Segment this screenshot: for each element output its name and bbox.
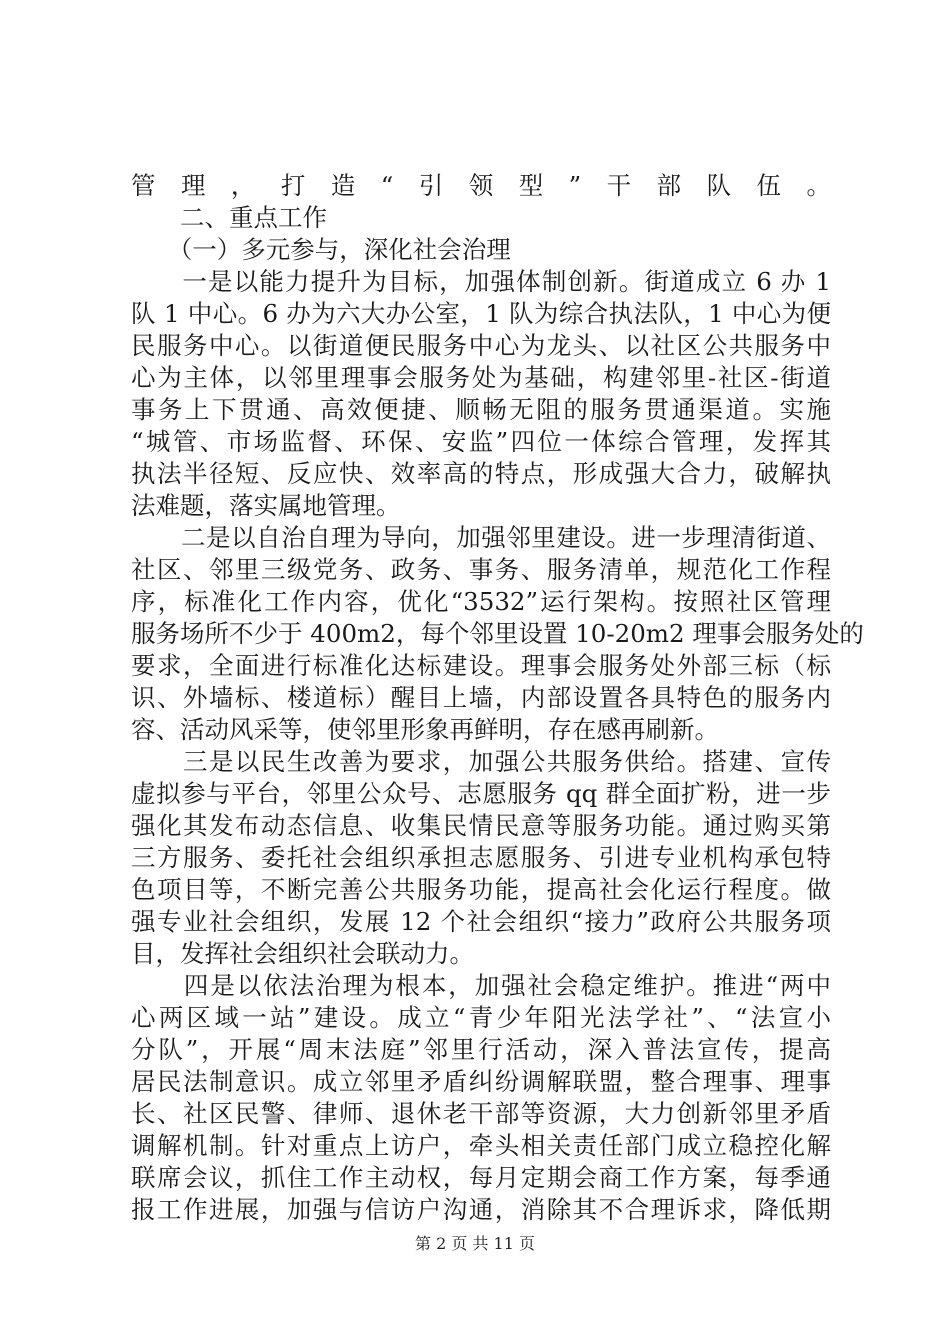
text-line: 报工作进展，加强与信访户沟通，消除其不合理诉求，降低期 <box>131 1195 831 1224</box>
text-line: 识、外墙标、楼道标）醒目上墙，内部设置各具特色的服务内 <box>131 683 831 712</box>
text-line: 社区、邻里三级党务、政务、事务、服务清单，规范化工作程 <box>131 555 831 584</box>
text-line: 三方服务、委托社会组织承担志愿服务、引进专业机构承包特 <box>131 843 831 872</box>
text-line: 虚拟参与平台，邻里公众号、志愿服务 qq 群全面扩粉，进一步 <box>131 779 831 808</box>
subsection-heading: （一）多元参与，深化社会治理 <box>131 235 511 264</box>
text-line: 联席会议，抓住工作主动权，每月定期会商工作方案，每季通 <box>131 1163 831 1192</box>
text-line: 四是以依法治理为根本，加强社会稳定维护。推进“两中 <box>131 971 831 1000</box>
section-heading: 二、重点工作 <box>131 203 327 232</box>
text-line: 序，标准化工作内容，优化“3532”运行架构。按照社区管理 <box>131 587 831 616</box>
text-line: 执法半径短、反应快、效率高的特点，形成强大合力，破解执 <box>131 459 831 488</box>
text-line: 强专业社会组织，发展 12 个社会组织“接力”政府公共服务项 <box>131 907 831 936</box>
text-line: 三是以民生改善为要求，加强公共服务供给。搭建、宣传 <box>131 747 831 776</box>
text-line: 要求，全面进行标准化达标建设。理事会服务处外部三标（标 <box>131 651 831 680</box>
text-line: 色项目等，不断完善公共服务功能，提高社会化运行程度。做 <box>131 875 831 904</box>
text-line: 调解机制。针对重点上访户，牵头相关责任部门成立稳控化解 <box>131 1131 831 1160</box>
text-line: 心为主体，以邻里理事会服务处为基础，构建邻里-社区-街道 <box>131 363 831 392</box>
document-body <box>131 170 864 1226</box>
text-line: 居民法制意识。成立邻里矛盾纠纷调解联盟，整合理事、理事 <box>131 1067 831 1096</box>
text-line: 分队”，开展“周末法庭”邻里行活动，深入普法宣传，提高 <box>131 1035 831 1064</box>
page-number-footer: 第 2 页 共 11 页 <box>415 1234 535 1253</box>
text-line: 长、社区民警、律师、退休老干部等资源，大力创新邻里矛盾 <box>131 1099 831 1128</box>
text-line: 事务上下贯通、高效便捷、顺畅无阻的服务贯通渠道。实施 <box>131 395 831 424</box>
text-line: 民服务中心。以街道便民服务中心为龙头、以社区公共服务中 <box>131 331 831 360</box>
text-line: 一是以能力提升为目标，加强体制创新。街道成立 6 办 1 <box>131 267 831 296</box>
text-line: 强化其发布动态信息、收集民情民意等服务功能。通过购买第 <box>131 811 831 840</box>
text-line: 管理，打造“引领型”干部队伍。 <box>131 171 831 200</box>
text-line: 心两区域一站”建设。成立“青少年阳光法学社”、“法宣小 <box>131 1003 831 1032</box>
text-line: 服务场所不少于 400m2，每个邻里设置 10-20m2 理事会服务处的 <box>131 619 864 648</box>
text-line: 二是以自治自理为导向，加强邻里建设。进一步理清街道、 <box>131 523 831 552</box>
text-line: 法难题，落实属地管理。 <box>131 491 401 520</box>
text-line: 容、活动风采等，使邻里形象再鲜明，存在感再刷新。 <box>131 715 719 744</box>
text-line: 目，发挥社会组织社会联动力。 <box>131 939 474 968</box>
text-line: 队 1 中心。6 办为六大办公室，1 队为综合执法队，1 中心为便 <box>131 299 831 328</box>
text-line: “城管、市场监督、环保、安监”四位一体综合管理，发挥其 <box>131 427 831 456</box>
